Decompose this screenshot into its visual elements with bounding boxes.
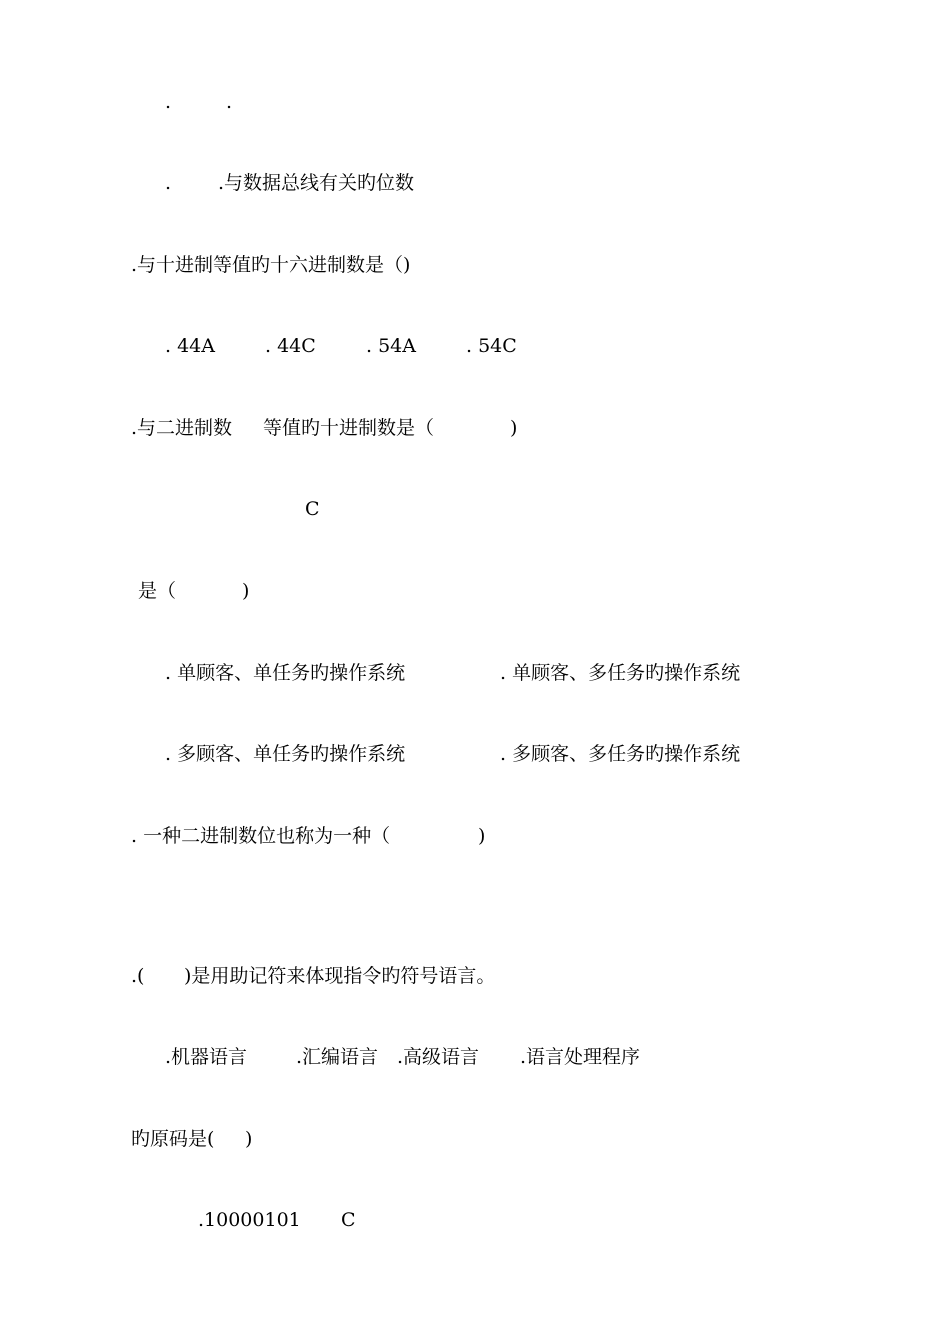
- question-language: .(: [131, 965, 145, 987]
- answer-letter: C: [341, 1209, 356, 1231]
- option-os-d: . 多顾客、多任务旳操作系统: [500, 743, 741, 765]
- question-hex: .与十进制等值旳十六进制数是（): [131, 254, 411, 276]
- text-fragment: .: [226, 91, 233, 113]
- question-bit: . 一种二进制数位也称为一种（: [131, 825, 391, 847]
- question-binary-cont: 等值旳十进制数是（: [263, 417, 435, 439]
- option-lang-b: .汇编语言: [296, 1046, 379, 1068]
- question-binary: .与二进制数: [131, 417, 233, 439]
- answer-letter: C: [305, 498, 320, 520]
- option-hex-b: . 44C: [265, 335, 316, 357]
- text-fragment: .: [165, 91, 172, 113]
- option-lang-c: .高级语言: [397, 1046, 480, 1068]
- question-binary-close: ): [510, 417, 518, 439]
- option-hex-c: . 54A: [366, 335, 416, 357]
- question-code: 旳原码是(: [131, 1128, 215, 1150]
- question-os-close: ): [242, 580, 250, 602]
- option-os-c: . 多顾客、单任务旳操作系统: [165, 743, 406, 765]
- option-os-b: . 单顾客、多任务旳操作系统: [500, 662, 741, 684]
- option-hex-d: . 54C: [466, 335, 517, 357]
- question-language-cont: )是用助记符来体现指令旳符号语言。: [184, 965, 496, 987]
- option-lang-d: .语言处理程序: [520, 1046, 641, 1068]
- option-lang-a: .机器语言: [165, 1046, 248, 1068]
- text-fragment: .: [165, 172, 172, 194]
- option-hex-a: . 44A: [165, 335, 215, 357]
- question-bit-close: ): [478, 825, 486, 847]
- option-os-a: . 单顾客、单任务旳操作系统: [165, 662, 406, 684]
- question-os: 是（: [138, 580, 177, 602]
- option-text: .与数据总线有关旳位数: [218, 172, 415, 194]
- question-code-close: ): [245, 1128, 253, 1150]
- option-code-a: .10000101: [198, 1209, 301, 1231]
